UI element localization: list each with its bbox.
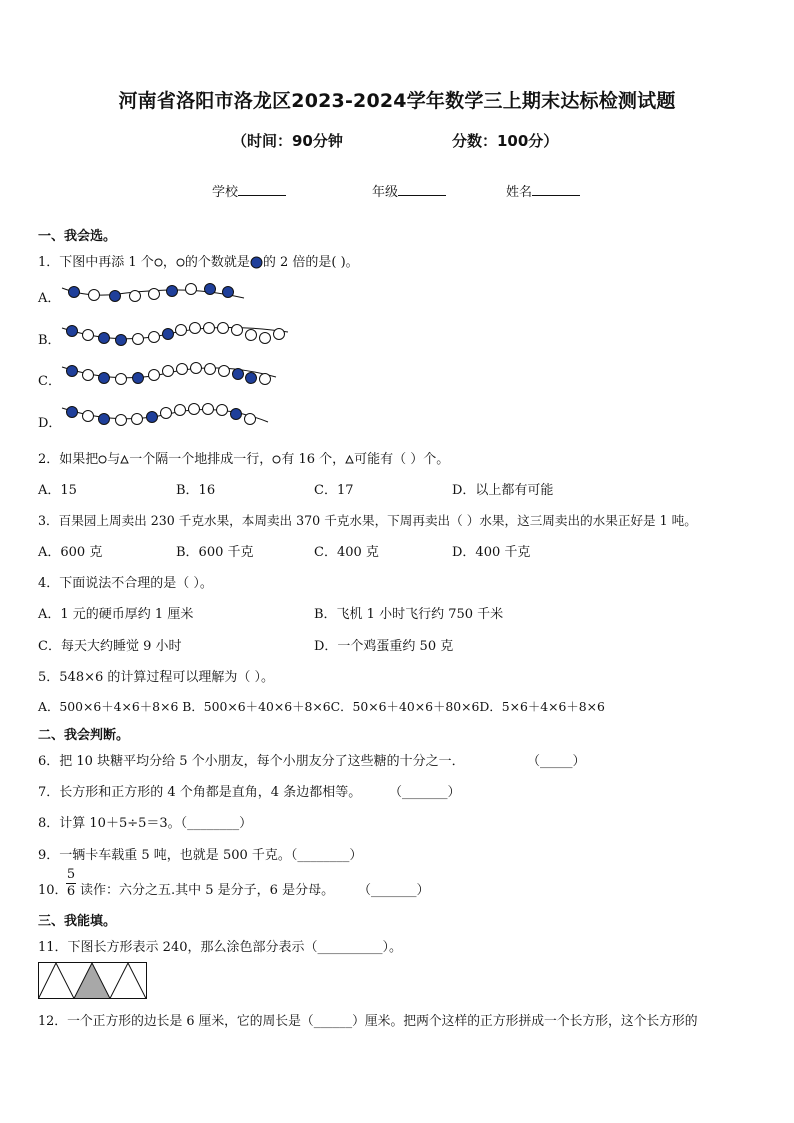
- triangle-icon: [120, 455, 129, 464]
- q4-option-c: C．每天大约睡觉 9 小时: [38, 639, 182, 654]
- question-3: 3．百果园上周卖出 230 千克水果，本周卖出 370 千克水果，下周再卖出（ ）水果，这三周卖出的水果正好是 1 吨。: [38, 513, 697, 528]
- fraction-numerator: 5: [66, 867, 76, 882]
- q8-answer-blank[interactable]: （________）: [180, 816, 253, 831]
- section-1-heading: 一、我会选。: [38, 229, 117, 244]
- q1-option-d-label: D．: [38, 416, 62, 431]
- question-7: 7．长方形和正方形的 4 个角都是直角，4 条边都相等。: [38, 785, 362, 800]
- q2-option-b: B．16: [176, 483, 216, 498]
- q4-option-a: A．1 元的硬币厚约 1 厘米: [38, 607, 194, 622]
- question-2: 2．如果把 与 一个隔一个地排成一行， 有 16 个， 可能有（ ）个。: [38, 452, 450, 467]
- q6-answer-blank[interactable]: （_____）: [527, 754, 586, 769]
- grade-field: 年级: [372, 181, 446, 200]
- question-8: 8．计算 10＋5÷5＝3。（________）: [38, 816, 253, 831]
- q7-answer-blank[interactable]: （_______）: [389, 785, 461, 800]
- name-field: 姓名: [506, 181, 580, 200]
- time-label: （时间：90分钟: [232, 132, 343, 150]
- bead-string-d: [58, 400, 278, 432]
- q3-option-d: D．400 千克: [452, 545, 531, 560]
- question-11: 11．下图长方形表示 240，那么涂色部分表示（__________）。: [38, 940, 402, 955]
- triangle-icon: [345, 455, 354, 464]
- page-title: 河南省洛阳市洛龙区2023-2024学年数学三上期末达标检测试题: [118, 90, 676, 112]
- fraction-five-sixths: [66, 868, 76, 899]
- q5-options: A．500×6＋4×6＋8×6 B．500×6＋40×6＋8×6C．50×6＋40×6＋80×6D．5×6＋4×6＋8×6: [38, 699, 605, 714]
- q10-answer-blank[interactable]: （_______）: [358, 883, 430, 898]
- score-label: 分数：100分）: [452, 132, 559, 150]
- section-3-heading: 三、我能填。: [38, 914, 117, 929]
- bead-string-a: [58, 280, 258, 304]
- question-6: 6．把 10 块糖平均分给 5 个小朋友，每个小朋友分了这些糖的十分之一．: [38, 754, 465, 769]
- question-4: 4．下面说法不合理的是（ ）。: [38, 576, 213, 591]
- question-5: 5．548×6 的计算过程可以理解为（ ）。: [38, 670, 275, 685]
- school-field: 学校: [212, 181, 286, 200]
- question-10-text: 读作：六分之五.其中 5 是分子，6 是分母。: [80, 883, 335, 898]
- question-1: 1．下图中再添 1 个 ， 的个数就是 的 2 倍的是( )。: [38, 255, 359, 270]
- light-bead-icon: [154, 258, 163, 267]
- q4-option-b: B．飞机 1 小时飞行约 750 千米: [314, 607, 504, 622]
- section-2-heading: 二、我会判断。: [38, 728, 130, 743]
- q3-option-c: C．400 克: [314, 545, 379, 560]
- q3-option-b: B．600 千克: [176, 545, 254, 560]
- q1-option-a-label: A．: [38, 291, 61, 306]
- rectangle-triangles-figure: [38, 962, 148, 1000]
- fraction-denominator: 6: [66, 884, 76, 899]
- circle-icon: [98, 455, 107, 464]
- q3-option-a: A．600 克: [38, 545, 103, 560]
- q2-option-c: C．17: [314, 483, 354, 498]
- dark-bead-icon: [250, 256, 263, 269]
- q2-option-a: A．15: [38, 483, 77, 498]
- q9-answer-blank[interactable]: （________）: [290, 848, 363, 863]
- q1-option-b-label: B．: [38, 333, 61, 348]
- q2-option-d: D．以上都有可能: [452, 483, 554, 498]
- q1-option-c-label: C．: [38, 374, 61, 389]
- question-9: 9．一辆卡车载重 5 吨，也就是 500 千克。（________）: [38, 848, 363, 863]
- question-10-number: 10．: [38, 883, 68, 898]
- bead-string-b: [58, 318, 298, 350]
- question-12: 12．一个正方形的边长是 6 厘米，它的周长是（______）厘米。把两个这样的正方形拼成一个长方形，这个长方形的: [38, 1014, 698, 1029]
- q4-option-d: D．一个鸡蛋重约 50 克: [314, 639, 454, 654]
- circle-icon: [272, 455, 281, 464]
- light-bead-icon: [176, 258, 185, 267]
- bead-string-c: [58, 359, 288, 391]
